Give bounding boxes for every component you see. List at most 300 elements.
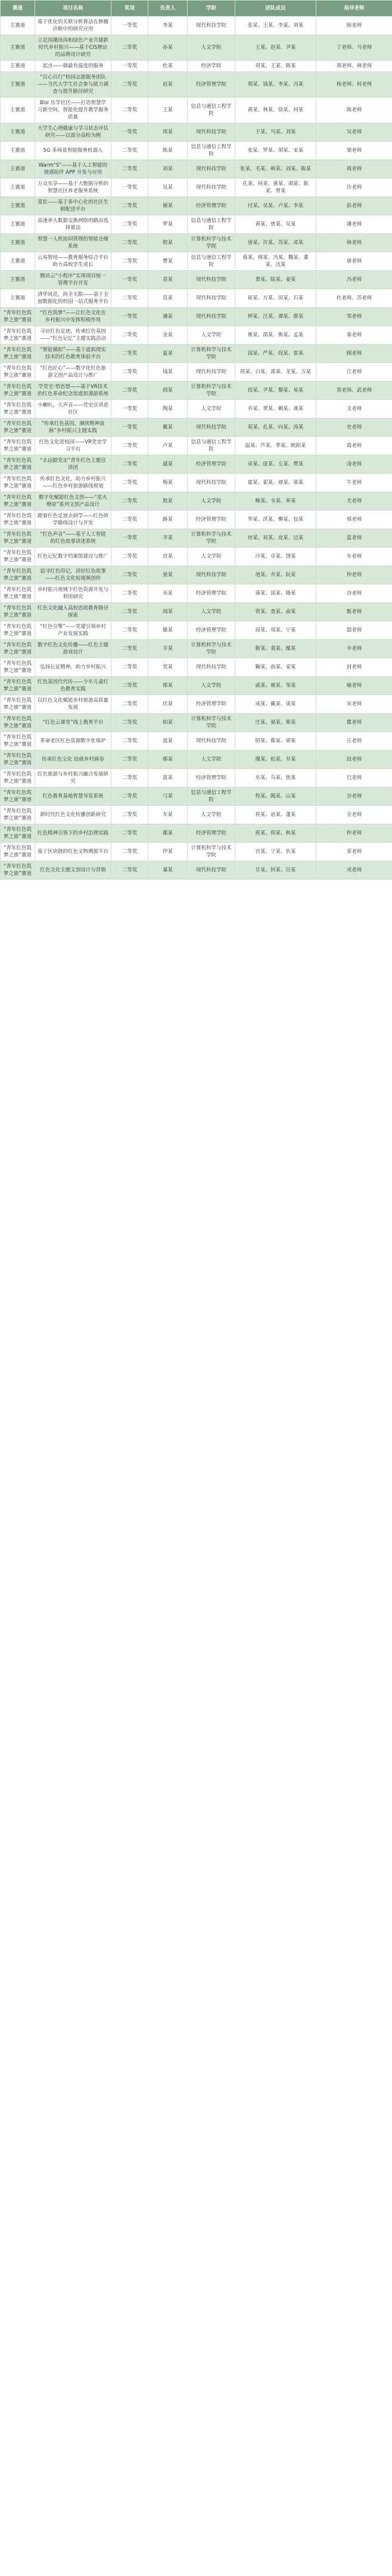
project-name-cell: 5G 多场景智能服务机器人	[35, 142, 111, 160]
leader-cell: 殷某	[148, 492, 188, 511]
award-cell: 二等奖	[111, 621, 148, 640]
college-cell: 经济学院	[188, 61, 235, 72]
leader-cell: 党某	[148, 658, 188, 677]
project-name-cell: 以红色文化赋能乡村旅游高质量发展	[35, 695, 111, 714]
track-cell: “青年红色筑梦之旅”赛道	[1, 769, 35, 787]
college-cell: 计算机科学与技术学院	[188, 843, 235, 861]
college-cell: 信息与通信工程学院	[188, 787, 235, 806]
project-name-cell: 红色记忆数字档案馆建设与推广	[35, 548, 111, 566]
header-advisor: 指导老师	[316, 1, 392, 17]
project-name-cell: 腾讯云“小程序”实现项目统一管理平台开发	[35, 271, 111, 289]
track-cell: “青年红色筑梦之旅”赛道	[1, 455, 35, 474]
advisor-cell: 潘老师	[316, 215, 392, 234]
team-members-cell: 戚某、谢某、邹某	[235, 677, 316, 695]
team-members-cell: 鞠某、曲某、家某	[235, 658, 316, 677]
project-name-cell: 起点——做最有温度的服务	[35, 61, 111, 72]
table-body	[1, 17, 392, 880]
team-members-cell: 崔某、方某、田某、石某	[235, 289, 316, 308]
leader-cell: 钱某	[148, 363, 188, 382]
award-cell: 二等奖	[111, 215, 148, 234]
project-name-cell: 红色基因代代传——少年儿童红色教育实践	[35, 677, 111, 695]
team-members-cell: 王某、赵某、尹某	[235, 35, 316, 61]
project-name-cell: “红色筑梦”——让红色文化在乡村振兴中发挥积极作用	[35, 308, 111, 326]
award-cell: 二等奖	[111, 861, 148, 880]
table-row	[1, 843, 392, 861]
table-row	[1, 17, 392, 35]
college-cell: 计算机科学与技术学院	[188, 345, 235, 363]
leader-cell: 邴某	[148, 751, 188, 769]
track-cell: “青年红色筑梦之旅”赛道	[1, 824, 35, 843]
team-members-cell: 班某、仰某、秋某	[235, 824, 316, 843]
leader-cell: 巫某	[148, 584, 188, 603]
leader-cell: 阎某	[148, 382, 188, 400]
college-cell: 计算机科学与技术学院	[188, 382, 235, 400]
header-project-name: 项目名称	[35, 1, 111, 17]
college-cell: 现代科技学院	[188, 271, 235, 289]
project-name-cell: 菜佐——基于多中心化的社区生鲜配送平台	[35, 197, 111, 215]
advisor-cell: 秦老师	[316, 326, 392, 345]
advisor-cell: 郑老师、林老师	[316, 61, 392, 72]
college-cell: 现代科技学院	[188, 308, 235, 326]
award-cell: 一等奖	[111, 418, 148, 437]
advisor-cell: 史老师	[316, 418, 392, 437]
college-cell: 现代科技学院	[188, 474, 235, 492]
table-row	[1, 603, 392, 621]
team-members-cell: 郑某、钱某、李某、冯某	[235, 72, 316, 98]
leader-cell: 齐某	[148, 529, 188, 548]
project-name-cell: 红色文化融入高校思政教育路径探索	[35, 603, 111, 621]
advisor-cell: 瞿老师	[316, 714, 392, 732]
college-cell: 信息与通信工程学院	[188, 98, 235, 123]
advisor-cell: 文老师	[316, 400, 392, 418]
leader-cell: 富某	[148, 769, 188, 787]
team-members-cell: 乔某、贺某、赖某、龚某	[235, 400, 316, 418]
leader-cell: 伏某	[148, 695, 188, 714]
advisor-cell: 陈老师	[316, 17, 392, 35]
college-cell: 现代科技学院	[188, 179, 235, 197]
leader-cell: 王某	[148, 98, 188, 123]
team-members-cell: 屈某、项某、宁某	[235, 621, 316, 640]
college-cell: 计算机科学与技术学院	[188, 640, 235, 658]
project-name-cell: 高速率大数据交换网络的路由选择算法	[35, 215, 111, 234]
advisor-cell: 蓝老师	[316, 529, 392, 548]
team-members-cell: 黄某、林某、徐某、何某	[235, 98, 316, 123]
project-name-cell: 云易智培——教育服务综合平台助力高校学生成长	[35, 252, 111, 271]
award-cell: 二等奖	[111, 751, 148, 769]
award-cell: 一等奖	[111, 17, 148, 35]
award-cell: 二等奖	[111, 252, 148, 271]
track-cell: “青年红色筑梦之旅”赛道	[1, 695, 35, 714]
team-members-cell: 姚某、邵某、熊某、孟某	[235, 326, 316, 345]
award-cell: 二等奖	[111, 732, 148, 751]
table-row	[1, 418, 392, 437]
leader-cell: 卢某	[148, 437, 188, 455]
advisor-cell: 段老师	[316, 751, 392, 769]
award-cell: 二等奖	[111, 437, 148, 455]
college-cell: 人文学院	[188, 603, 235, 621]
leader-cell: 夏某	[148, 345, 188, 363]
leader-cell: 罗某	[148, 215, 188, 234]
award-cell: 二等奖	[111, 72, 148, 98]
leader-cell: 晏某	[148, 566, 188, 584]
track-cell: 主赛道	[1, 289, 35, 308]
team-members-cell: 蒋某、韩某、冯某、魏某、董某、沈某	[235, 252, 316, 271]
track-cell: “青年红色筑梦之旅”赛道	[1, 437, 35, 455]
leader-cell: 盛某	[148, 455, 188, 474]
team-members-cell: 靳某、裴某、糜某	[235, 640, 316, 658]
team-members-cell: 周某、王某、陈某	[235, 61, 316, 72]
table-row	[1, 252, 392, 271]
track-cell: 主赛道	[1, 271, 35, 289]
college-cell: 人文学院	[188, 806, 235, 824]
track-cell: “青年红色筑梦之旅”赛道	[1, 418, 35, 437]
table-row	[1, 640, 392, 658]
leader-cell: 周某	[148, 123, 188, 142]
college-cell: 经济管理学院	[188, 769, 235, 787]
team-members-cell: 牧某、隗某、山某	[235, 787, 316, 806]
award-cell: 二等奖	[111, 640, 148, 658]
project-name-cell: 乡村振兴视域下红色资源开发与利用研究	[35, 584, 111, 603]
project-name-cell: “智能模拟”——基于虚拟现实技术的红色教育体验平台	[35, 345, 111, 363]
table-row	[1, 511, 392, 529]
track-cell: “青年红色筑梦之旅”赛道	[1, 621, 35, 640]
project-name-cell: “永远跟党走”青年红色主题宣讲团	[35, 455, 111, 474]
advisor-cell: 葛老师	[316, 437, 392, 455]
awards-table	[0, 0, 392, 880]
team-members-cell: 黄某、曾某、吴某	[235, 215, 316, 234]
leader-cell: 曹某	[148, 252, 188, 271]
team-members-cell: 华某、洪某、柳某、包某	[235, 511, 316, 529]
leader-cell: 暴某	[148, 861, 188, 880]
track-cell: “青年红色筑梦之旅”赛道	[1, 732, 35, 751]
table-row	[1, 197, 392, 215]
table-row	[1, 677, 392, 695]
track-cell: 主赛道	[1, 215, 35, 234]
college-cell: 计算机科学与技术学院	[188, 714, 235, 732]
award-cell: 二等奖	[111, 455, 148, 474]
track-cell: 主赛道	[1, 142, 35, 160]
leader-cell: 闻某	[148, 603, 188, 621]
college-cell: 经济管理学院	[188, 72, 235, 98]
project-name-cell: 跟着红色足迹去研学——红色研学路线设计与开发	[35, 511, 111, 529]
award-cell: 一等奖	[111, 123, 148, 142]
leader-cell: 赵某	[148, 72, 188, 98]
award-cell: 二等奖	[111, 197, 148, 215]
team-members-cell: 于某、马某、刘某	[235, 123, 316, 142]
project-name-cell: 传承红色文化，助力乡村振兴——红色乡村旅游路线规划	[35, 474, 111, 492]
project-name-cell: 数字红色文化传播——红色主题游戏设计	[35, 640, 111, 658]
award-cell: 二等奖	[111, 584, 148, 603]
project-name-cell: 革命老区红色资源数字化保护	[35, 732, 111, 751]
advisor-cell: 丁老师、马老师	[316, 35, 392, 61]
project-name-cell: 红色文化主题文创设计与营销	[35, 861, 111, 880]
award-cell: 二等奖	[111, 695, 148, 714]
project-name-cell: 清华风范，尚全无限——基于全面数据化的校园一站式服务平台	[35, 289, 111, 308]
leader-cell: 郗某	[148, 824, 188, 843]
advisor-cell: 韩老师	[316, 234, 392, 252]
table-row	[1, 363, 392, 382]
award-cell: 一等奖	[111, 308, 148, 326]
track-cell: “青年红色筑梦之旅”赛道	[1, 382, 35, 400]
team-members-cell: 张某、罗某、胡某、宋某	[235, 142, 316, 160]
team-members-cell: 萧某、陆某、姜某	[235, 271, 316, 289]
advisor-cell: 喻老师	[316, 677, 392, 695]
advisor-cell: 江老师	[316, 363, 392, 382]
college-cell: 现代科技学院	[188, 289, 235, 308]
advisor-cell: 冯老师	[316, 271, 392, 289]
track-cell: “青年红色筑梦之旅”赛道	[1, 714, 35, 732]
track-cell: “青年红色筑梦之旅”赛道	[1, 658, 35, 677]
table-row	[1, 658, 392, 677]
college-cell: 经济管理学院	[188, 455, 235, 474]
track-cell: “青年红色筑梦之旅”赛道	[1, 751, 35, 769]
advisor-cell: 栾老师	[316, 843, 392, 861]
award-cell: 二等奖	[111, 658, 148, 677]
project-name-cell: 弘扬长征精神，助力乡村振兴	[35, 658, 111, 677]
track-cell: “青年红色筑梦之旅”赛道	[1, 603, 35, 621]
award-cell: 二等奖	[111, 677, 148, 695]
header-leader: 负责人	[148, 1, 188, 17]
track-cell: “青年红色筑梦之旅”赛道	[1, 326, 35, 345]
table-row	[1, 584, 392, 603]
track-cell: 主赛道	[1, 179, 35, 197]
track-cell: “青年红色筑梦之旅”赛道	[1, 474, 35, 492]
table-row	[1, 695, 392, 714]
track-cell: “青年红色筑梦之旅”赛道	[1, 529, 35, 548]
team-members-cell: 孔某、何某、黄某、胡某、陈某、曾某	[235, 179, 316, 197]
award-cell: 二等奖	[111, 474, 148, 492]
team-members-cell: 温某、芦某、季某、欧阳某	[235, 437, 316, 455]
table-row	[1, 61, 392, 72]
project-name-cell: Warm“S”——基于人工智能的情感陪伴 APP 开发与应用	[35, 160, 111, 179]
table-row	[1, 566, 392, 584]
advisor-cell: 车老师	[316, 548, 392, 566]
team-members-cell: 宫某、宁某、仇某	[235, 843, 316, 861]
project-name-cell: 数字化赋能红色文创——“星火燎原”系列文创产品设计	[35, 492, 111, 511]
track-cell: 主赛道	[1, 17, 35, 35]
project-name-cell: 智慧一人机协同管理的智能仓储系统	[35, 234, 111, 252]
college-cell: 信息与通信工程学院	[188, 437, 235, 455]
advisor-cell: 邢老师	[316, 511, 392, 529]
college-cell: 经济管理学院	[188, 695, 235, 714]
award-cell: 二等奖	[111, 843, 148, 861]
advisor-cell: 仲老师	[316, 566, 392, 584]
table-row	[1, 179, 392, 197]
college-cell: 信息与通信工程学院	[188, 252, 235, 271]
college-cell: 现代科技学院	[188, 363, 235, 382]
advisor-cell: 邹老师	[316, 308, 392, 326]
project-name-cell: 基于区块链的红色文物溯源平台	[35, 843, 111, 861]
table-row	[1, 492, 392, 511]
team-members-cell: 鲍某、韦某、单某	[235, 492, 316, 511]
project-name-cell: 新时代红色文化传播创新研究	[35, 806, 111, 824]
college-cell: 人文学院	[188, 751, 235, 769]
college-cell: 人文学院	[188, 400, 235, 418]
college-cell: 现代科技学院	[188, 566, 235, 584]
header-college: 学院	[188, 1, 235, 17]
team-members-cell: 管某、查某、俞某	[235, 603, 316, 621]
leader-cell: 范某	[148, 289, 188, 308]
project-name-cell: “红色声音”——基于人工智能的红色故事讲述系统	[35, 529, 111, 548]
advisor-cell: 唐老师	[316, 252, 392, 271]
award-cell: 二等奖	[111, 35, 148, 61]
award-cell: 二等奖	[111, 98, 148, 123]
project-name-cell: 小喇叭，大声音——党史宣讲进社区	[35, 400, 111, 418]
award-cell: 二等奖	[111, 548, 148, 566]
team-members-cell: 侯某、白某、邵某、龙某、万某	[235, 363, 316, 382]
advisor-cell: 常老师、武老师	[316, 382, 392, 400]
team-members-cell: 冷某、卓某、饶某	[235, 548, 316, 566]
advisor-cell: 邸老师	[316, 621, 392, 640]
header-track: 赛道	[1, 1, 35, 17]
table-row	[1, 769, 392, 787]
track-cell: “青年红色筑梦之旅”赛道	[1, 566, 35, 584]
header-award: 奖项	[111, 1, 148, 17]
table-row	[1, 345, 392, 363]
team-members-cell: 钟某、汪某、谭某、廖某	[235, 308, 316, 326]
leader-cell: 陈某	[148, 142, 188, 160]
leader-cell: 吴某	[148, 179, 188, 197]
advisor-cell: 许老师	[316, 179, 392, 197]
leader-cell: 羊某	[148, 640, 188, 658]
table-row	[1, 621, 392, 640]
award-cell: 二等奖	[111, 160, 148, 179]
advisor-cell: 凌老师	[316, 455, 392, 474]
advisor-cell: 巴老师	[316, 769, 392, 787]
track-cell: 主赛道	[1, 35, 35, 61]
team-members-cell: 阴某、郗某、梁某	[235, 732, 316, 751]
team-members-cell: 付某、吴某、卢某、李某	[235, 197, 316, 215]
award-cell: 一等奖	[111, 271, 148, 289]
table-row	[1, 123, 392, 142]
project-name-cell: “红色引擎”——党建引领乡村产业发展实践	[35, 621, 111, 640]
leader-cell: 车某	[148, 806, 188, 824]
track-cell: “青年红色筑梦之旅”赛道	[1, 511, 35, 529]
college-cell: 人文学院	[188, 326, 235, 345]
team-members-cell: 张某、王某、李某、刘某	[235, 17, 316, 35]
award-cell: 一等奖	[111, 400, 148, 418]
award-cell: 二等奖	[111, 769, 148, 787]
project-name-cell: 学党史·悟思想——基于VR技术的红色革命纪念馆虚拟漫游系统	[35, 382, 111, 400]
leader-cell: 孙某	[148, 35, 188, 61]
table-row	[1, 824, 392, 843]
college-cell: 现代科技学院	[188, 732, 235, 751]
team-members-cell: 莫某、孔某、向某、汤某	[235, 418, 316, 437]
advisor-cell: 尤老师	[316, 492, 392, 511]
college-cell: 信息与通信工程学院	[188, 215, 235, 234]
table-row	[1, 806, 392, 824]
track-cell: “青年红色筑梦之旅”赛道	[1, 861, 35, 880]
track-cell: 主赛道	[1, 61, 35, 72]
college-cell: 现代科技学院	[188, 17, 235, 35]
table-row	[1, 308, 392, 326]
table-row	[1, 289, 392, 308]
award-cell: 一等奖	[111, 529, 148, 548]
track-cell: “青年红色筑梦之旅”赛道	[1, 843, 35, 861]
project-name-cell: 立足国潮风尚和绿色产业共建新时代乡村振兴——基于CIS理论的品牌设计研究	[35, 35, 111, 61]
project-name-cell: “红色匠心”——数字化红色旅游文创产品设计与推广	[35, 363, 111, 382]
college-cell: 现代科技学院	[188, 861, 235, 880]
advisor-cell: 全老师	[316, 806, 392, 824]
team-members-cell: 段某、尹某、黎某、易某	[235, 382, 316, 400]
team-members-cell: 巫某、乌某、焦某	[235, 769, 316, 787]
advisor-cell: 戎老师	[316, 861, 392, 880]
project-name-cell: 寻访红色足迹，传承红色基因——“红色记忆”主题实践活动	[35, 326, 111, 345]
award-cell: 二等奖	[111, 363, 148, 382]
table-row	[1, 529, 392, 548]
track-cell: “青年红色筑梦之旅”赛道	[1, 787, 35, 806]
award-cell: 二等奖	[111, 566, 148, 584]
table-header-row	[1, 1, 392, 17]
leader-cell: 汲某	[148, 732, 188, 751]
college-cell: 现代科技学院	[188, 123, 235, 142]
advisor-cell: 丘老师	[316, 732, 392, 751]
track-cell: “青年红色筑梦之旅”赛道	[1, 640, 35, 658]
college-cell: 现代科技学院	[188, 658, 235, 677]
award-cell: 二等奖	[111, 603, 148, 621]
track-cell: “青年红色筑梦之旅”赛道	[1, 584, 35, 603]
table-row	[1, 142, 392, 160]
advisor-cell: 封老师	[316, 658, 392, 677]
project-name-cell: 红色文化进校园——VR党史学习平台	[35, 437, 111, 455]
table-row	[1, 400, 392, 418]
team-members-cell: 蒲某、邰某、隆某	[235, 584, 316, 603]
leader-cell: 宫某	[148, 548, 188, 566]
advisor-cell: 宋老师	[316, 695, 392, 714]
leader-cell: 刘某	[148, 160, 188, 179]
table-row	[1, 35, 392, 61]
advisor-cell: 辛老师	[316, 640, 392, 658]
award-cell: 二等奖	[111, 142, 148, 160]
track-cell: “青年红色筑梦之旅”赛道	[1, 345, 35, 363]
team-members-cell: 庄某、晏某、柴某	[235, 714, 316, 732]
award-cell: 二等奖	[111, 787, 148, 806]
college-cell: 经济管理学院	[188, 197, 235, 215]
college-cell: 人文学院	[188, 548, 235, 566]
page	[0, 0, 392, 880]
leader-cell: 李某	[148, 17, 188, 35]
award-cell: 二等奖	[111, 382, 148, 400]
table-row	[1, 215, 392, 234]
team-members-cell: 霍某、翟某、褚某、邬某	[235, 474, 316, 492]
college-cell: 经济管理学院	[188, 511, 235, 529]
team-members-cell: 成某、戴某、谈某	[235, 695, 316, 714]
track-cell: “青年红色筑梦之旅”赛道	[1, 363, 35, 382]
project-name-cell: “百心百行”校园志愿服务团队——当代大学生社会参与能力调查与提升路径研究	[35, 72, 111, 98]
team-members-cell: 糜某、松某、井某	[235, 751, 316, 769]
track-cell: “青年红色筑梦之旅”赛道	[1, 548, 35, 566]
award-cell: 二等奖	[111, 714, 148, 732]
track-cell: 主赛道	[1, 98, 35, 123]
table-row	[1, 787, 392, 806]
track-cell: “青年红色筑梦之旅”赛道	[1, 308, 35, 326]
advisor-cell: 甄老师	[316, 603, 392, 621]
award-cell: 二等奖	[111, 511, 148, 529]
leader-cell: 柏某	[148, 714, 188, 732]
track-cell: “青年红色筑梦之旅”赛道	[1, 806, 35, 824]
college-cell: 人文学院	[188, 677, 235, 695]
track-cell: 主赛道	[1, 123, 35, 142]
table-row	[1, 548, 392, 566]
table-row	[1, 437, 392, 455]
project-name-cell: 红色旅游与乡村振兴融合发展研究	[35, 769, 111, 787]
table-row	[1, 455, 392, 474]
award-cell: 二等奖	[111, 806, 148, 824]
leader-cell: 戴某	[148, 418, 188, 437]
track-cell: 主赛道	[1, 160, 35, 179]
project-name-cell: “红色云课堂”线上教育平台	[35, 714, 111, 732]
team-members-cell: 邱某、严某、段某、雷某	[235, 345, 316, 363]
